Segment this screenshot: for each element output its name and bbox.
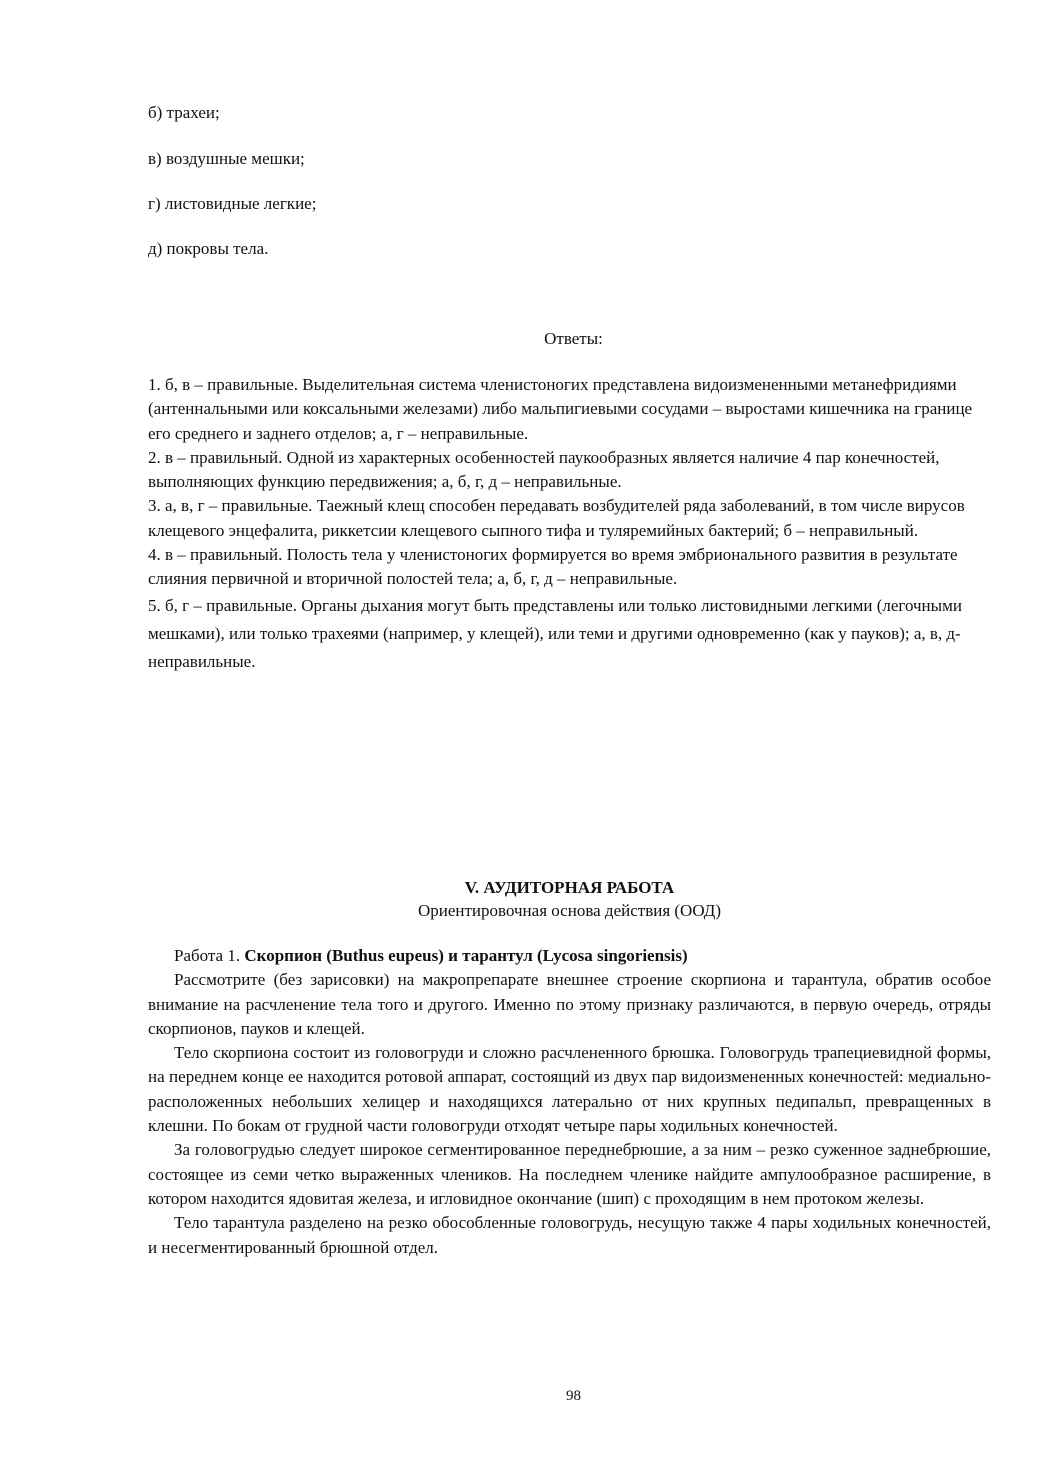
- section-subtitle: Ориентировочная основа действия (ООД): [417, 901, 722, 920]
- answers-title: Ответы:: [544, 329, 603, 348]
- work-heading: [148, 944, 991, 968]
- work-paragraph-1: Рассмотрите (без зарисовки) на макропрепарате внешнее строение скорпиона и тарантула, обратив особое внимание на расчленение тела того и другого. Именно по этому признаку различаются, в первую очередь, отряды скорпионов, пауков и клещей.: [148, 970, 991, 1038]
- section-title: V. АУДИТОРНАЯ РАБОТА: [464, 878, 675, 897]
- option-b: б) трахеи;: [148, 103, 220, 122]
- option-v: в) воздушные мешки;: [148, 149, 305, 168]
- answer-5: 5. б, г – правильные. Органы дыхания могут быть представлены или только листовидными легкими (легочными мешками), или только трахеями (например, у клещей), или теми и другими одновременно (как у пауков); а, в, д- неправильные.: [148, 595, 962, 671]
- answer-1: 1. б, в – правильные. Выделительная система членистоногих представлена видоизмененными метанефридиями (антеннальными или коксальными железами) либо мальпигиевыми сосудами – выростами кишечника на границе его среднего и заднего отделов; а, г – неправильные.: [148, 375, 973, 443]
- answer-4: 4. в – правильный. Полость тела у членистоногих формируется во время эмбрионального развития в результате слияния первичной и вторичной полостей тела; а, б, г, д – неправильные.: [148, 545, 958, 589]
- work-title: Скорпион (Buthus eupeus) и тарантул (Lycosa singoriensis): [244, 946, 688, 965]
- work-paragraph-2: Тело скорпиона состоит из головогруди и сложно расчлененного брюшка. Головогрудь трапециевидной формы, на переднем конце ее находится ротовой аппарат, состоящий из двух пар видоизмененных конечностей: медиально-расположенных небольших хелицер и находящихся латерально от них крупных педипальп, превращенных в клешни. По бокам от грудной части головогруди отходят четыре пары ходильных конечностей.: [148, 1043, 991, 1136]
- answers-list: [148, 373, 998, 676]
- option-g: г) листовидные легкие;: [148, 194, 317, 213]
- work-paragraph-3: За головогрудью следует широкое сегментированное переднебрюшие, а за ним – резко суженное заднебрюшие, состоящее из семи четко выраженных члеников. На последнем членике найдите ампулообразное расширение, в котором находится ядовитая железа, и игловидное окончание (шип) с проходящим в нем протоком железы.: [148, 1140, 991, 1208]
- work-paragraph-4: Тело тарантула разделено на резко обособленные головогрудь, несущую также 4 пары ходильных конечностей, и несегментированный брюшной отдел.: [148, 1213, 991, 1257]
- option-d: д) покровы тела.: [148, 239, 269, 258]
- answer-2: 2. в – правильный. Одной из характерных особенностей паукообразных является наличие 4 пар конечностей, выполняющих функцию передвижения; а, б, г, д – неправильные.: [148, 447, 940, 492]
- page-number: 98: [566, 1388, 581, 1404]
- answer-3: 3. а, в, г – правильные. Таежный клещ способен передавать возбудителей ряда заболеваний, в том числе вирусов клещевого энцефалита, риккетсии клещевого сыпного тифа и туляремийных бактерий; б – неправильный.: [148, 496, 965, 540]
- work-1: [148, 944, 991, 1260]
- work-prefix: Работа 1.: [174, 946, 245, 965]
